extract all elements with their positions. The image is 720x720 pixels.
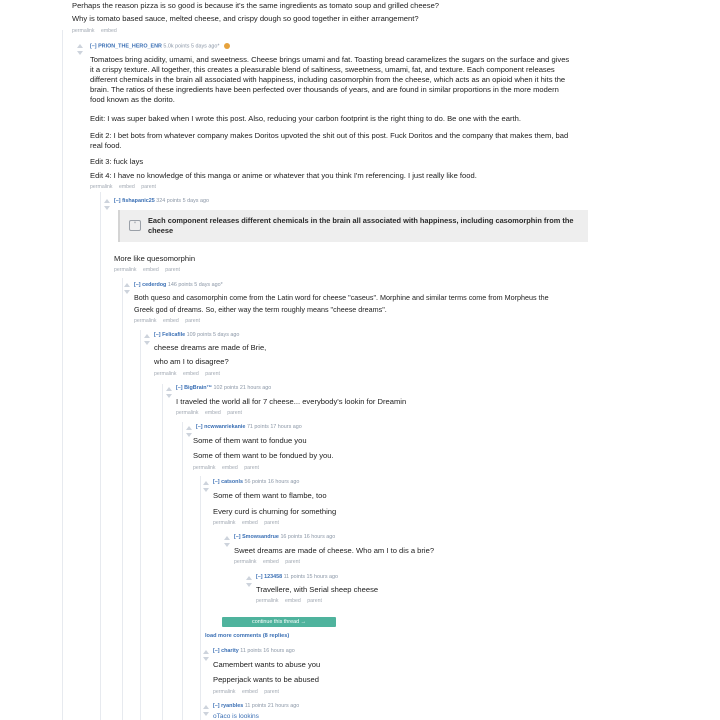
quote-icon: “ [129,220,141,231]
parent-link[interactable]: parent [185,318,200,324]
comment-body: cheese dreams are made of Brie, [154,343,267,352]
comment-author[interactable]: [–] BigBrain™ [176,385,212,391]
downvote-icon[interactable] [144,341,150,345]
comment-meta: 324 points 5 days ago [156,198,209,204]
comment-meta: 71 points 17 hours ago [246,424,302,430]
vote-arrows[interactable] [203,705,209,716]
comment-meta: 5.0k points 5 days ago* [163,43,220,50]
comment-author[interactable]: [–] 123458 [256,574,283,580]
comment-body: I traveled the world all for 7 cheese... everybody's lookin for Dreamin [176,397,407,406]
embed-link[interactable]: embed [118,184,135,190]
upvote-icon[interactable] [186,426,192,430]
vote-arrows[interactable] [203,481,209,492]
parent-link[interactable]: parent [141,184,156,190]
vote-arrows[interactable] [224,536,230,547]
vote-arrows[interactable] [77,44,83,55]
comment-edit: Edit: I was super baked when I wrote this post. Also, reducing your carbon footprint is the right thing to do. Be one with the earth. [90,114,521,123]
upvote-icon[interactable] [246,576,252,580]
comment-meta: 16 points 16 hours ago [280,534,336,540]
comment-body: Pepperjack wants to be abused [213,675,319,684]
comment-author[interactable]: [–] ncwwanriekanie [196,424,246,430]
thread-line [62,30,63,720]
continue-thread-button[interactable]: continue this thread → [222,617,336,627]
embed-link[interactable]: embed [284,598,301,604]
downvote-icon[interactable] [246,583,252,587]
downvote-icon[interactable] [224,543,230,547]
vote-arrows[interactable] [166,387,172,398]
parent-comment-line: Why is tomato based sauce, melted cheese, and crispy dough so good together in either arrangement? [72,14,419,23]
upvote-icon[interactable] [224,536,230,540]
comment-meta: 109 points 5 days ago [186,332,240,338]
permalink-link[interactable]: permalink [134,318,157,324]
blockquote [118,210,588,242]
comment-tagline [213,703,299,710]
thread-line [122,278,123,720]
parent-link[interactable]: parent [285,559,300,565]
comment-body: oTaco is lookins [213,713,259,720]
permalink-link[interactable]: permalink [154,371,177,377]
comment-links [176,410,247,417]
embed-link[interactable]: embed [241,520,258,526]
comment-tagline [196,424,302,431]
comment-body: who am I to disagree? [154,357,229,366]
comment-tagline [234,534,335,541]
upvote-icon[interactable] [166,387,172,391]
downvote-icon[interactable] [203,712,209,716]
flair-icon [224,43,230,49]
comment-author[interactable]: [–] Felicafile [154,332,186,338]
comment-edit: Edit 3: fuck lays [90,157,144,166]
comment-body: Sweet dreams are made of cheese. Who am I to dis a brie? [234,546,435,555]
comment-links [256,598,327,605]
comment-meta: 11 points 16 hours ago [240,648,295,654]
vote-arrows[interactable] [144,334,150,345]
permalink-link[interactable]: permalink [114,267,137,273]
permalink-link[interactable]: permalink [90,184,113,190]
comment-author[interactable]: [–] fishapanic25 [114,198,155,204]
comment-links [90,184,161,191]
comment-links [154,371,225,378]
embed-link[interactable]: embed [162,318,179,324]
vote-arrows[interactable] [104,199,110,210]
downvote-icon[interactable] [124,290,130,294]
vote-arrows[interactable] [203,650,209,661]
comment-tagline [154,332,239,339]
upvote-icon[interactable] [203,481,209,485]
parent-link[interactable]: parent [264,689,279,695]
comment-tagline [114,198,209,205]
comment-author[interactable]: [–] charity [213,648,239,654]
thread-line [182,422,183,720]
comment-body: Every curd is churning for something [213,507,337,516]
embed-link[interactable]: embed [241,689,258,695]
upvote-icon[interactable] [203,650,209,654]
thread-line [200,476,201,720]
permalink-link[interactable]: permalink [213,520,236,526]
permalink-link[interactable]: permalink [234,559,257,565]
permalink-link[interactable]: permalink [72,28,95,34]
downvote-icon[interactable] [186,433,192,437]
upvote-icon[interactable] [203,705,209,709]
comment-tagline [134,282,223,289]
embed-link[interactable]: embed [182,371,199,377]
comment-meta: 102 points 21 hours ago [213,385,272,391]
thread-line [100,192,101,720]
upvote-icon[interactable] [104,199,110,203]
embed-link[interactable]: embed [221,465,238,471]
comment-links [114,267,185,274]
comment-links [234,559,305,566]
permalink-link[interactable]: permalink [213,689,236,695]
comment-tagline [90,43,230,50]
comment-links [213,689,284,696]
comment-meta: 56 points 16 hours ago [244,479,300,485]
comment-meta: 146 points 5 days ago* [167,282,223,288]
comment-tagline [213,648,295,655]
comment-edit: Edit 2: I bet bots from whatever company makes Doritos upvoted the shit out of this post. Fuck Doritos and the company that makes them, bad real food. [90,131,569,150]
comment-body: Camembert wants to abuse you [213,660,321,669]
embed-link[interactable]: embed [204,410,221,416]
comment-body: Some of them want to flambe, too [213,491,327,500]
parent-link[interactable]: parent [227,410,242,416]
comment-author[interactable]: [–] PRION_THE_HERO_ENR [90,43,162,50]
comment-tagline [256,574,338,581]
comment-author[interactable]: [–] catsonls [213,479,243,485]
comment-meta: 11 points 15 hours ago [283,574,339,580]
thread-line [140,330,141,720]
comment-tagline [176,385,271,392]
parent-link[interactable]: parent [244,465,259,471]
parent-link[interactable]: parent [264,520,279,526]
parent-link[interactable]: parent [205,371,220,377]
downvote-icon[interactable] [203,657,209,661]
comment-links [213,520,284,527]
parent-link[interactable]: parent [307,598,322,604]
upvote-icon[interactable] [144,334,150,338]
thread-line [162,384,163,720]
embed-link[interactable]: embed [142,267,159,273]
comment-body: Some of them want to fondue you [193,436,307,445]
comment-body: Both queso and casomorphin come from the Latin word for cheese "caseus". Morphine and similar terms come from Morpheus the [134,293,549,302]
comment-meta: 11 points 21 hours ago [244,703,300,709]
embed-link[interactable]: embed [100,28,117,34]
parent-link[interactable]: parent [165,267,180,273]
downvote-icon[interactable] [104,206,110,210]
permalink-link[interactable]: permalink [193,465,216,471]
vote-arrows[interactable] [186,426,192,437]
upvote-icon[interactable] [124,283,130,287]
downvote-icon[interactable] [77,51,83,55]
permalink-link[interactable]: permalink [256,598,279,604]
comment-body: Tomatoes bring acidity, umami, and sweetness. Cheese brings umami and fat. Toasting bread caramelizes the sugars on the surface and gives it a crispy texture. All together, this creates a pleasurable blend of saltiness, sweetness, umami, fat, and texture. Each component releases different chemicals in the brain all associated with happiness, including casomorphin from the cheese, which acts as an opioid when it hits the brain. The ratios of these ingredients have been perfected over thousands of years, and are found in similar proportions in the more modern food known as the dorito. [90,55,570,104]
permalink-link[interactable]: permalink [176,410,199,416]
comment-author[interactable]: [–] cederdog [134,282,167,288]
comment-links [134,318,205,325]
comment-body: Greek god of dreams. So, either way the term roughly means "cheese dreams". [134,305,387,314]
quote-text: Each component releases different chemicals in the brain all associated with happiness, including casomorphin from the cheese [148,216,574,235]
vote-arrows[interactable] [124,283,130,294]
vote-arrows[interactable] [246,576,252,587]
load-more-comments-link[interactable]: load more comments (8 replies) [205,633,290,639]
comment-author[interactable]: [–] ryanbles [213,703,244,709]
comment-body: Travellere, with Serial sheep cheese [256,585,379,594]
parent-comment-links [72,28,122,35]
comment-edit: Edit 4: I have no knowledge of this manga or anime or whatever that you think I'm referencing. I just really like food. [90,171,477,180]
embed-link[interactable]: embed [262,559,279,565]
comment-author[interactable]: [–] Smowsandrue [234,534,279,540]
comment-body: Some of them want to be fondued by you. [193,451,334,460]
upvote-icon[interactable] [77,44,83,48]
comment-tagline [213,479,299,486]
comment-body: More like quesomorphin [114,254,196,263]
comment-links [193,465,264,472]
parent-comment-line: Perhaps the reason pizza is so good is because it's the same ingredients as tomato soup and grilled cheese? [72,1,440,10]
downvote-icon[interactable] [203,488,209,492]
downvote-icon[interactable] [166,394,172,398]
